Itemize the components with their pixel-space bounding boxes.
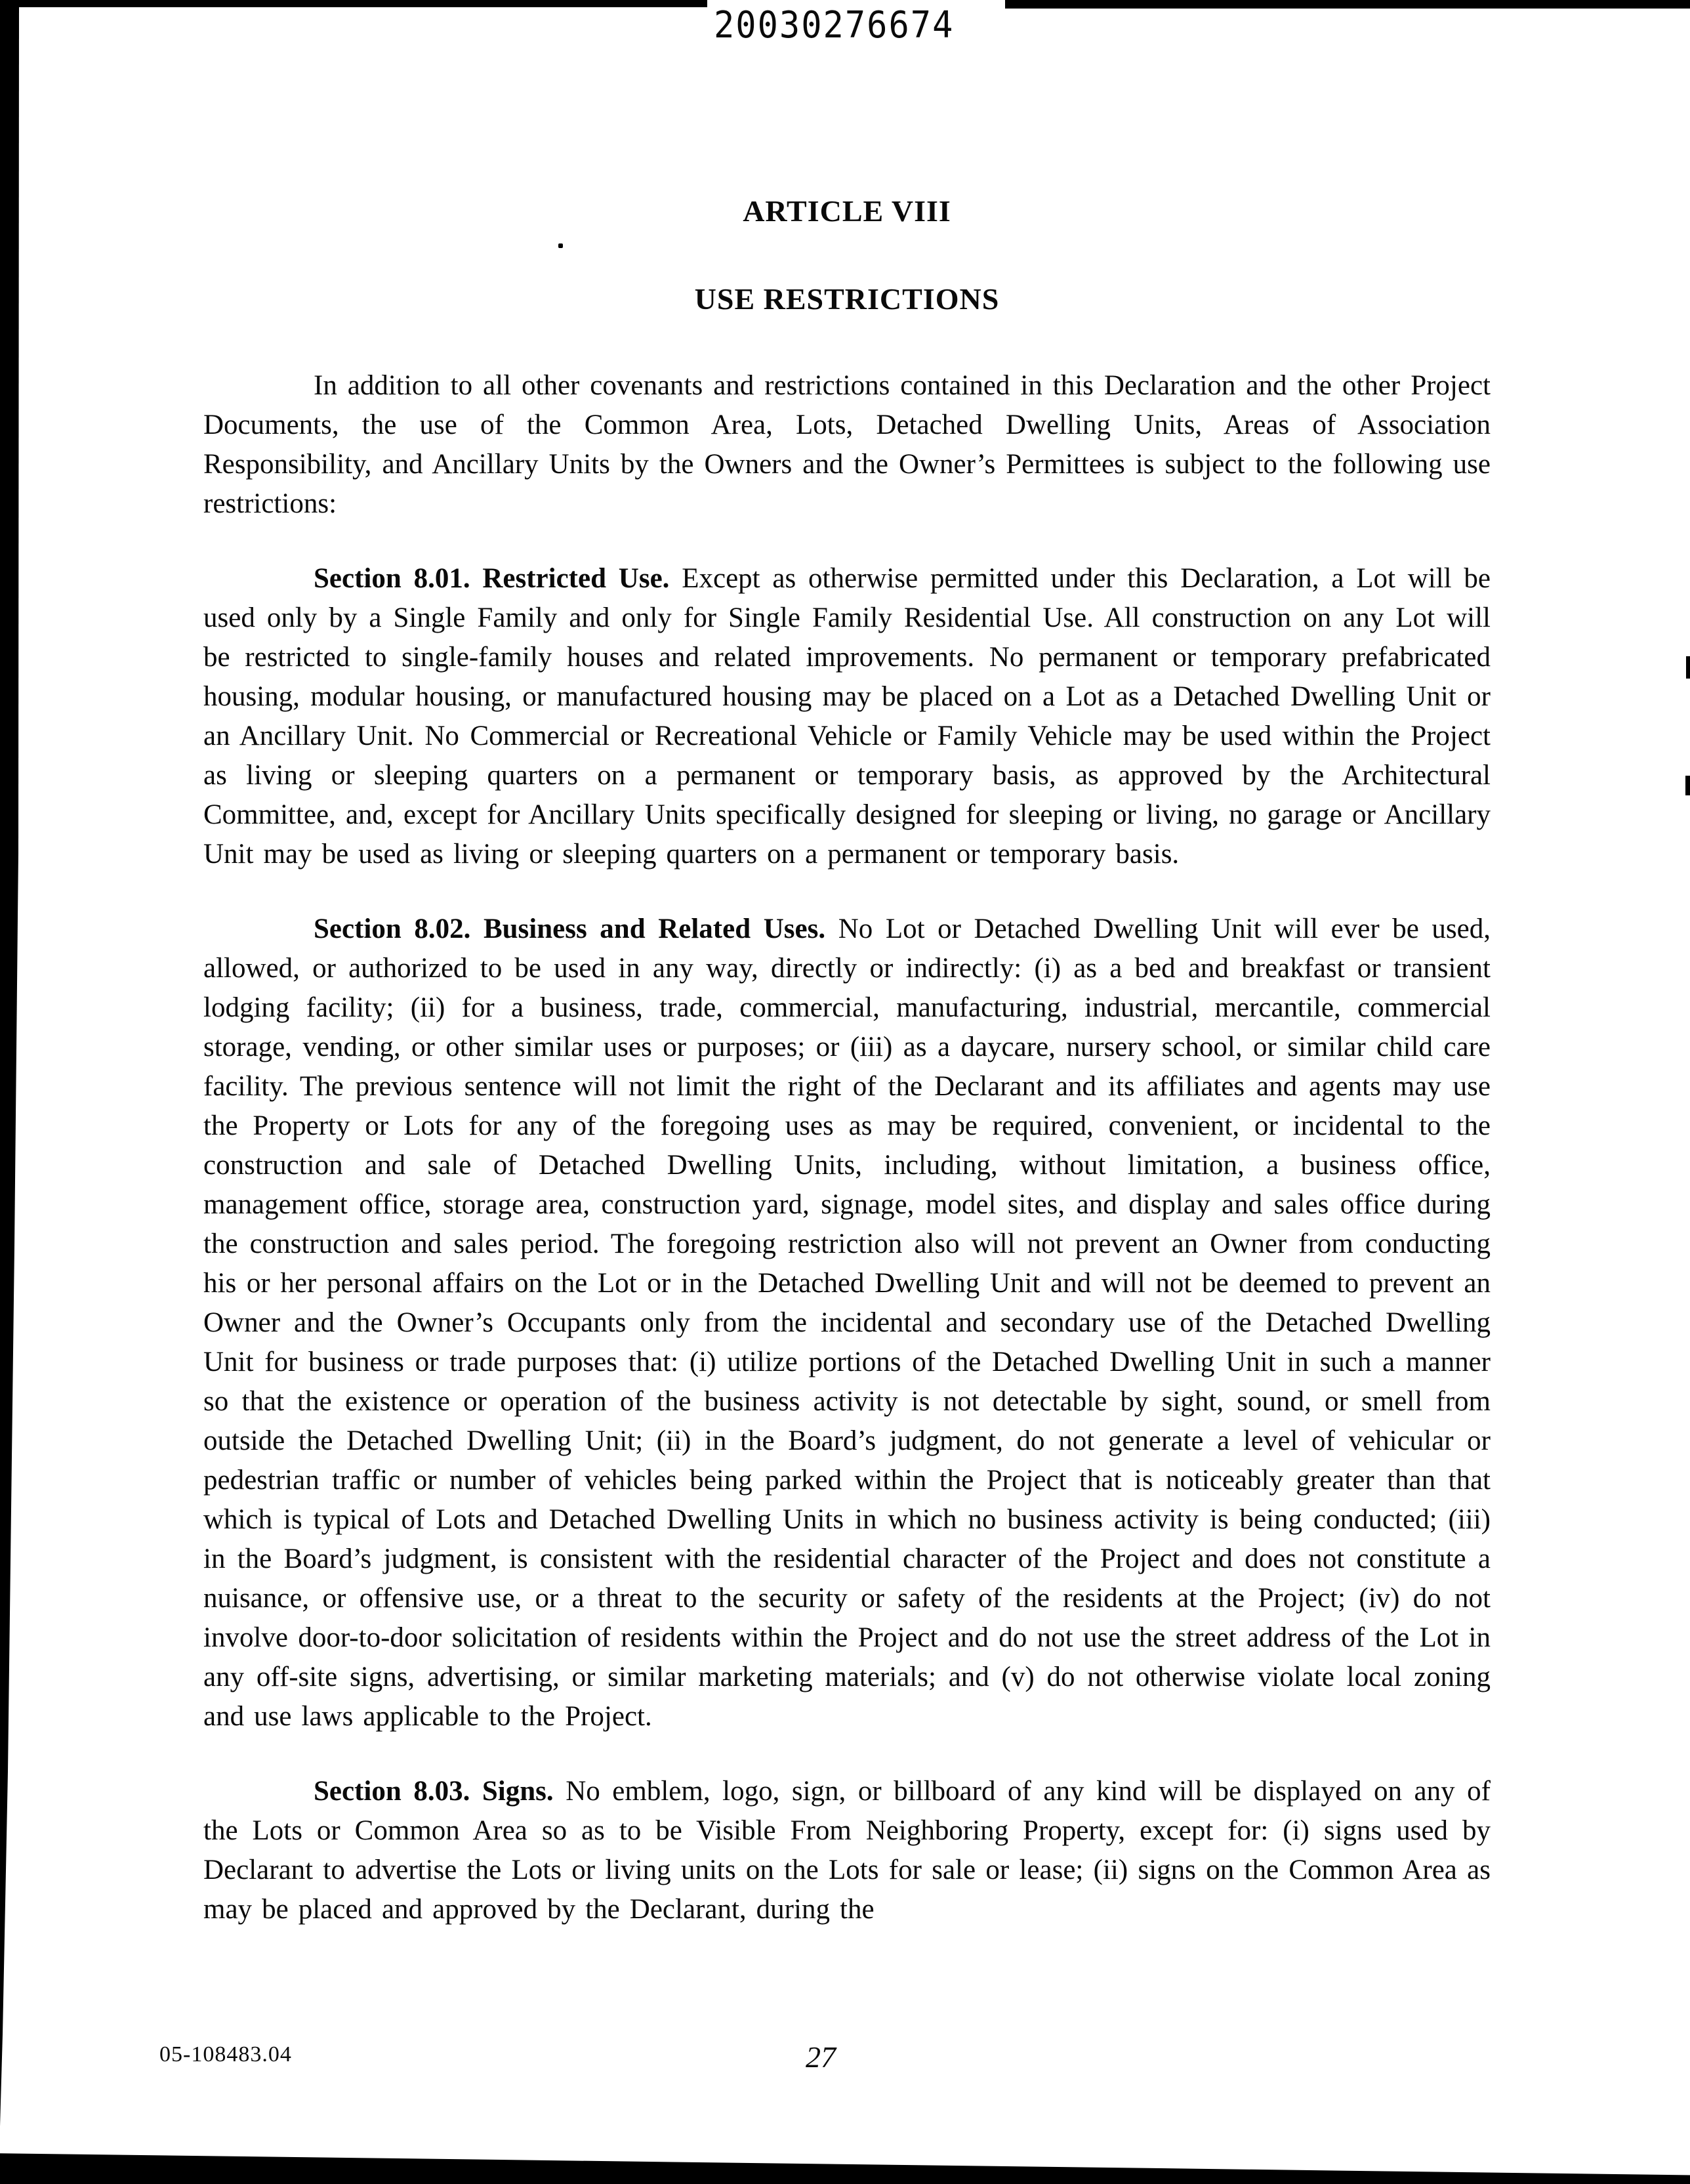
scan-top-border-left <box>0 0 707 7</box>
section-8-01-paragraph <box>203 559 1491 874</box>
section-heading: Section 8.01. Restricted Use. <box>314 563 670 594</box>
scan-right-edge-mark <box>1686 656 1690 679</box>
article-title: ARTICLE VIII <box>743 194 951 228</box>
document-body <box>203 192 1491 1929</box>
paragraph-text: No emblem, logo, sign, or billboard of any kind will be displayed on any of the Lots or Common Area so as to be Visible From Neighboring Property, except for: (i) signs used by Declarant to advertise the Lots or living units on the Lots for sale or lease; (ii) signs on the Common Area as may be placed and approved by the Declarant, during the <box>203 1776 1491 1925</box>
section-heading: Section 8.02. Business and Related Uses. <box>314 914 826 944</box>
section-8-02-paragraph <box>203 910 1491 1736</box>
section-8-03-paragraph <box>203 1772 1491 1929</box>
article-subtitle: USE RESTRICTIONS <box>694 282 1000 316</box>
document-number: 05-108483.04 <box>159 2042 292 2067</box>
scan-right-edge-mark <box>1685 776 1690 795</box>
page-number: 27 <box>806 2040 836 2074</box>
scan-top-border-right <box>1005 0 1690 9</box>
scan-bottom-edge-band <box>0 2150 1690 2184</box>
paragraph-text: In addition to all other covenants and restrictions contained in this Declaration and the other Project Documents, the use of the Common Area, Lots, Detached Dwelling Units, Areas of Association Responsibility, and Ancillary Units by the Owners and the Owner’s Permittees is subject to the following use restrictions: <box>203 370 1491 519</box>
scan-left-edge-band <box>0 0 22 2184</box>
recording-number: 20030276674 <box>714 4 955 47</box>
intro-paragraph <box>203 366 1491 524</box>
section-heading: Section 8.03. Signs. <box>314 1776 554 1807</box>
paragraph-text: No Lot or Detached Dwelling Unit will ever be used, allowed, or authorized to be used in any way, directly or indirectly: (i) as a bed and breakfast or transient lodging facility; (ii) for a business, trade, commercial, manufacturing, industrial, mercantile, commercial storage, vending, or other similar uses or purposes; or (iii) as a daycare, nursery school, or similar child care facility. The previous sentence will not limit the right of the Declarant and its affiliates and agents may use the Property or Lots for any of the foregoing uses as may be required, convenient, or incidental to the construction and sale of Detached Dwelling Units, including, without limitation, a business office, management office, storage area, construction yard, signage, model sites, and display and sales office during the construction and sales period. The foregoing restriction also will not prevent an Owner from conducting his or her personal affairs on the Lot or in the Detached Dwelling Unit and will not be deemed to prevent an Owner and the Owner’s Occupants only from the incidental and secondary use of the Detached Dwelling Unit for business or trade purposes that: (i) utilize portions of the Detached Dwelling Unit in such a manner so that the existence or operation of the business activity is not detectable by sight, sound, or smell from outside the Detached Dwelling Unit; (ii) in the Board’s judgment, do not generate a level of vehicular or pedestrian traffic or number of vehicles being parked within the Project that is noticeably greater than that which is typical of Lots and Detached Dwelling Units in which no business activity is being conducted; (iii) in the Board’s judgment, is consistent with the residential character of the Project and does not constitute a nuisance, or offensive use, or a threat to the security or safety of the residents at the Project; (iv) do not involve door-to-door solicitation of residents within the Project and do not use the street address of the Lot in any off-site signs, advertising, or similar marketing materials; and (v) do not otherwise violate local zoning and use laws applicable to the Project. <box>203 914 1491 1732</box>
paragraph-text: Except as otherwise permitted under this Declaration, a Lot will be used only by a Single Family and only for Single Family Residential Use. All construction on any Lot will be restricted to single-family houses and related improvements. No permanent or temporary prefabricated housing, modular housing, or manufactured housing may be placed on a Lot as a Detached Dwelling Unit or an Ancillary Unit. No Commercial or Recreational Vehicle or Family Vehicle may be used within the Project as living or sleeping quarters on a permanent or temporary basis, as approved by the Architectural Committee, and, except for Ancillary Units specifically designed for sleeping or living, no garage or Ancillary Unit may be used as living or sleeping quarters on a permanent or temporary basis. <box>203 563 1491 870</box>
